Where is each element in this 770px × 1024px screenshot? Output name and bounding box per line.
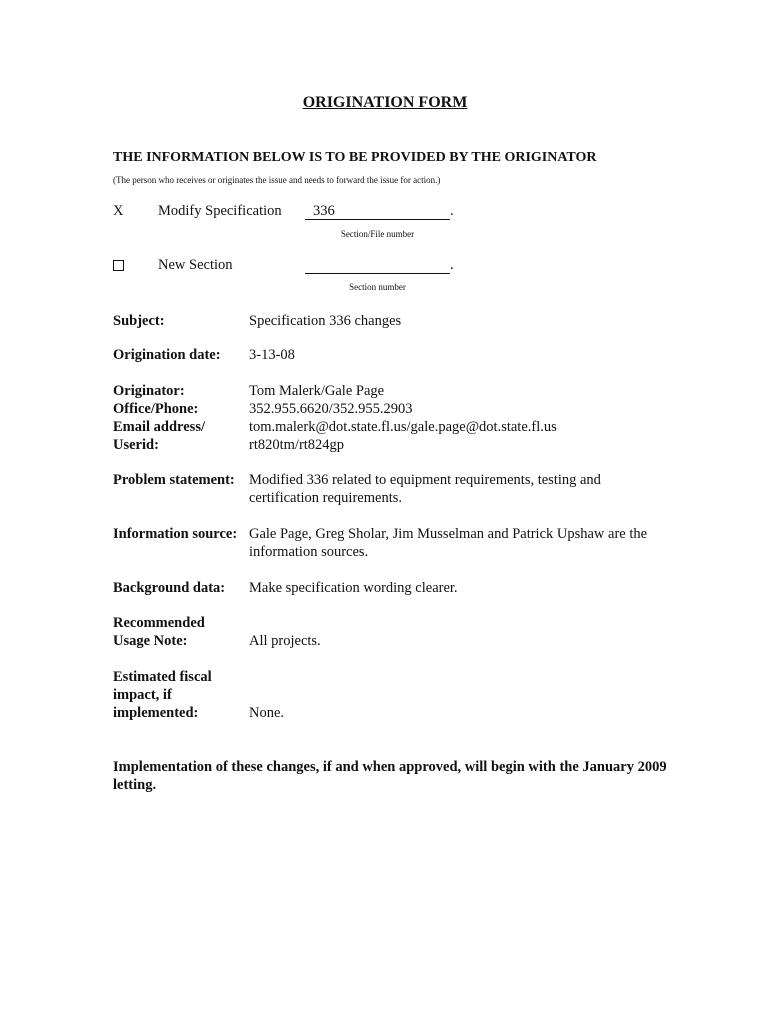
form-title: ORIGINATION FORM <box>302 94 468 111</box>
background-data-value: Make specification wording clearer. <box>249 580 458 596</box>
modify-spec-mark[interactable]: X <box>113 203 124 219</box>
new-section-checkbox[interactable] <box>113 260 124 271</box>
fill-line <box>305 258 450 274</box>
origination-date-label: Origination date: <box>113 347 221 363</box>
implementation-statement: Implementation of these changes, if and when approved, will begin with the January 2009 letting. <box>113 759 667 793</box>
fiscal-impact-label-line1: Estimated fiscal <box>113 669 212 685</box>
email-label: Email address/ <box>113 419 205 435</box>
section-file-number-caption: Section/File number <box>340 229 415 239</box>
usage-note-label-line2: Usage Note: <box>113 633 188 649</box>
background-data-label: Background data: <box>113 580 226 596</box>
origination-date-value: 3-13-08 <box>249 347 295 363</box>
information-source-label: Information source: <box>113 526 238 542</box>
usage-note-label-line1: Recommended <box>113 615 205 631</box>
field-period: . <box>450 203 454 219</box>
new-section-label: New Section <box>158 257 233 273</box>
problem-statement-value: Modified 336 related to equipment requirements, testing and certification requirements. <box>249 472 601 506</box>
form-heading: THE INFORMATION BELOW IS TO BE PROVIDED BY THE ORIGINATOR <box>113 150 597 165</box>
office-phone-value: 352.955.6620/352.955.2903 <box>249 401 413 417</box>
subject-value: Specification 336 changes <box>249 313 402 329</box>
originator-label: Originator: <box>113 383 185 399</box>
originator-value: Tom Malerk/Gale Page <box>249 383 385 399</box>
office-phone-label: Office/Phone: <box>113 401 199 417</box>
userid-value: rt820tm/rt824gp <box>249 437 345 453</box>
section-number-field[interactable] <box>305 257 454 274</box>
fiscal-impact-label-line2: impact, if <box>113 687 172 703</box>
subject-label: Subject: <box>113 313 165 329</box>
fiscal-impact-label-line3: implemented: <box>113 705 199 721</box>
information-source-value: Gale Page, Greg Sholar, Jim Musselman and Patrick Upshaw are the information sources. <box>249 526 648 560</box>
fiscal-impact-value: None. <box>249 705 285 721</box>
section-file-number-value: 336 <box>313 203 335 219</box>
form-instruction-note: (The person who receives or originates the issue and needs to forward the issue for action.) <box>113 175 441 185</box>
email-value: tom.malerk@dot.state.fl.us/gale.page@dot.state.fl.us <box>249 419 557 435</box>
usage-note-value: All projects. <box>249 633 321 649</box>
field-period: . <box>450 257 454 273</box>
section-file-number-field[interactable] <box>305 203 454 220</box>
problem-statement-label: Problem statement: <box>113 472 235 488</box>
modify-spec-label: Modify Specification <box>158 203 282 219</box>
userid-label: Userid: <box>113 437 159 453</box>
section-number-caption: Section number <box>349 282 406 292</box>
